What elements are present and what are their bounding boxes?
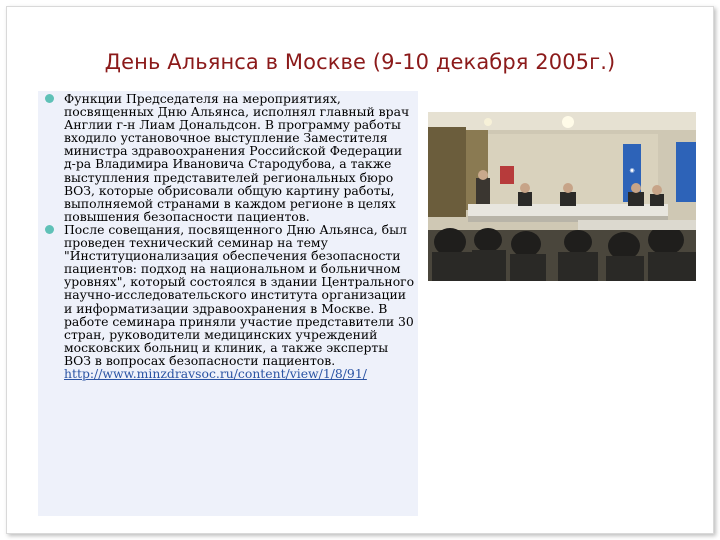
conference-photo-icon <box>428 112 696 281</box>
slide-title: День Альянса в Москве (9-10 декабря 2005г.) <box>104 50 616 74</box>
bullet-text: Функции Председателя на мероприятиях, посвященных Дню Альянса, исполнял главный врач Англии г-н Лиам Дональдсон. В программу работы входило установочное выступление Заместителя министра здравоохранения Российской Федерации д-ра Владимира Ивановича Стародубова, а также выступления представителей региональных бюро ВОЗ, которые обрисовали общую картину работы, выполняемой странами в каждом регионе в целях повышения безопасности пациентов. <box>64 91 410 224</box>
bullet-text: После совещания, посвященного Дню Альянса, был проведен технический семинар на тему "Институционализация обеспечения безопасности пациентов: подход на национальном и больничном уровнях", который состоялся в здании Центрального научно-исследовательского института организации и информатизации здравоохранения в Москве. В работе семинара приняли участие представители 30 стран, руководители медицинских учреждений московских больниц и клиник, а также эксперты ВОЗ в вопросах безопасности пациентов. <box>64 221 415 368</box>
svg-text:◉: ◉ <box>629 167 635 174</box>
bullet-dot-icon <box>45 225 54 234</box>
bullet-list <box>44 92 416 380</box>
conference-photo <box>428 112 696 281</box>
bullet-item <box>44 223 416 380</box>
source-link[interactable]: http://www.minzdravsoc.ru/content/view/1/8/91/ <box>64 365 367 381</box>
bullet-dot-icon <box>45 94 54 103</box>
bullet-item <box>44 92 416 223</box>
